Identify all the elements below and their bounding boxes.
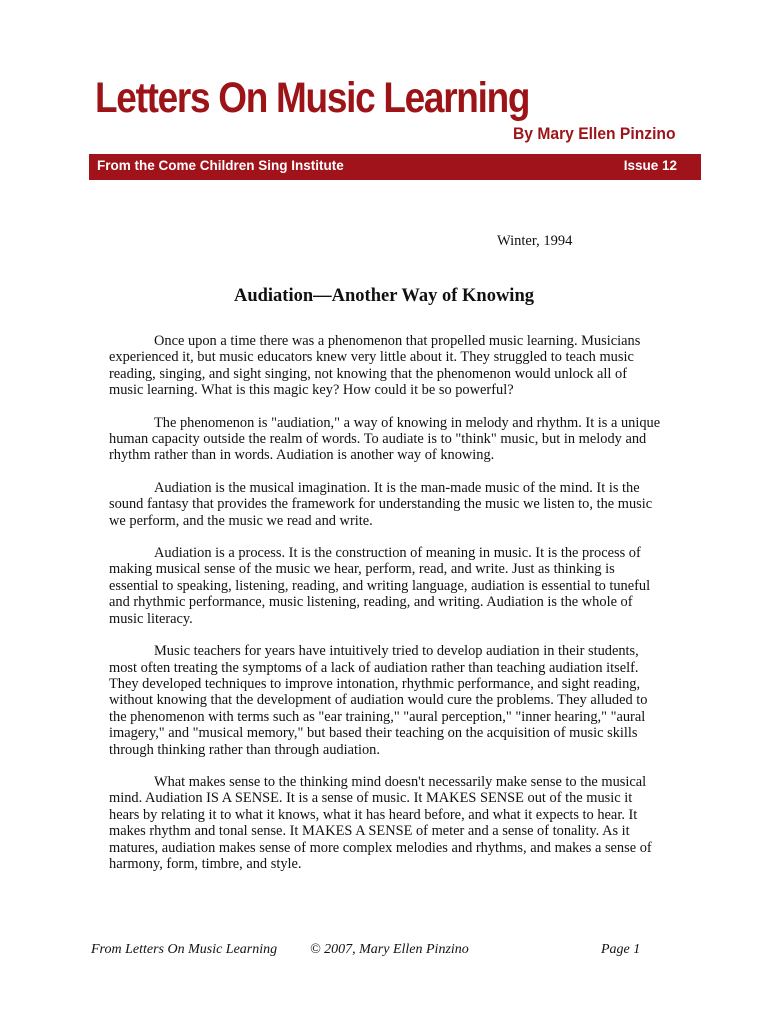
paragraph: What makes sense to the thinking mind doesn't necessarily make sense to the musical mind. Audiation IS A SENSE. It is a sense of music. It MAKES SENSE out of the music it hears by relating it to what it knows, what it has heard before, and what it expects to hear. It makes rhythm and tonal sense. It MAKES A SENSE of meter and a sense of tonality. As it matures, audiation makes sense of more complex melodies and rhythms, and makes a sense of harmony, form, timbre, and style. (109, 773, 652, 872)
author-byline: By Mary Ellen Pinzino (513, 124, 676, 143)
page-number: Page 1 (601, 942, 641, 957)
paragraph: Music teachers for years have intuitively tried to develop audiation in their students, most often treating the symptoms of a lack of audiation rather than teaching audiation itself. They developed techniques to improve intonation, rhythmic performance, and sight reading, without knowing that the development of audiation would cure the problems. They alluded to the phenomenon with terms such as "ear training," "aural perception," "inner hearing," "aural imagery," and "musical memory," but based their teaching on the acquisition of music skills through thinking rather than through audiation. (109, 643, 648, 758)
issue-label: Issue 12 (623, 158, 677, 173)
article-body (109, 333, 661, 888)
banner (89, 154, 701, 180)
newsletter-title: Letters On Music Learning (95, 74, 530, 122)
paragraph: Once upon a time there was a phenomenon that propelled music learning. Musicians experienced it, but music educators knew very little about it. They struggled to teach music reading, singing, and sight singing, not knowing that the phenomenon would unlock all of music learning. What is this magic key? How could it be so powerful? (109, 333, 641, 399)
footer-copyright: © 2007, Mary Ellen Pinzino (310, 942, 469, 957)
paragraph: Audiation is the musical imagination. It is the man-made music of the mind. It is the sound fantasy that provides the framework for understanding the music we listen to, the music we perform, and the music we read and write. (109, 479, 653, 529)
article-title: Audiation—Another Way of Knowing (233, 286, 534, 306)
footer-source: From Letters On Music Learning (91, 942, 278, 957)
paragraph: Audiation is a process. It is the construction of meaning in music. It is the process of making musical sense of the music we hear, perform, read, and write. Just as thinking is essential to speaking, listening, reading, and writing language, audiation is essential to tuneful and rhythmic performance, music listening, reading, and writing. Audiation is the whole of music literacy. (109, 545, 651, 627)
dateline: Winter, 1994 (497, 233, 573, 249)
paragraph: The phenomenon is "audiation," a way of knowing in melody and rhythm. It is a unique human capacity outside the realm of words. To audiate is to "think" music, but in melody and rhythm rather than in words. Audiation is another way of knowing. (109, 414, 661, 464)
institute-label: From the Come Children Sing Institute (97, 158, 344, 173)
